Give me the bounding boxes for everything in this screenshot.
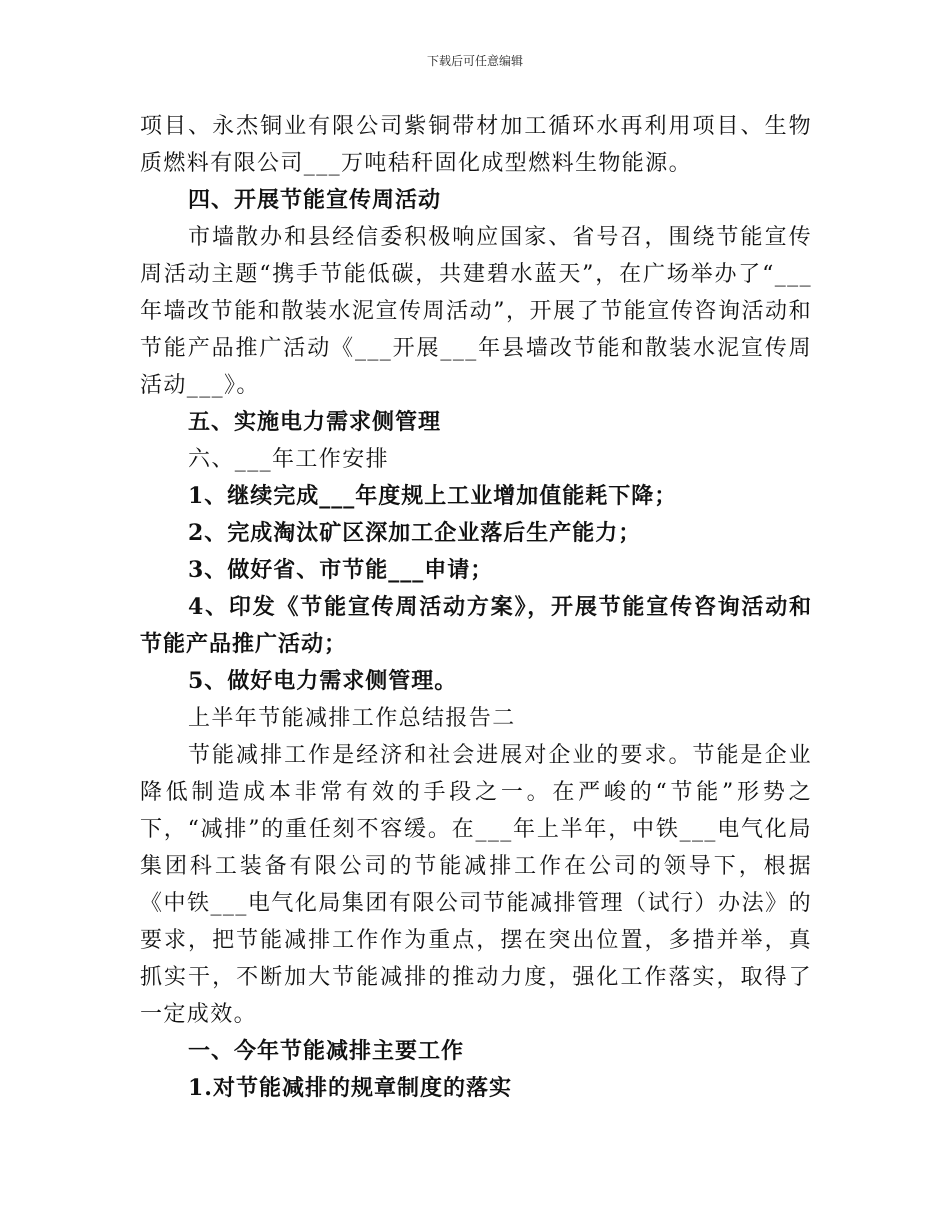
paragraph-report-intro: 节能减排工作是经济和社会进展对企业的要求。节能是企业降低制造成本非常有效的手段之一。在严峻的“节能”形势之下，“减排”的重任刻不容缓。在___年上半年，中铁___电气化局集团科工装备有限公司的节能减排工作在公司的领导下，根据《中铁___电气化局集团有限公司节能减排管理（试行）办法》的要求，把节能减排工作作为重点，摆在突出位置，多措并举，真抓实干，不断加大节能减排的推动力度，强化工作落实，取得了一定成效。	[140, 743, 812, 1027]
document-body	[140, 108, 812, 1107]
list-item-plan-2: 2、完成淘汰矿区深加工企业落后生产能力；	[188, 520, 642, 546]
section-heading-main-work: 一、今年节能减排主要工作	[188, 1038, 465, 1064]
subsection-heading-regulations: 1.对节能减排的规章制度的落实	[188, 1075, 512, 1101]
list-item-plan-5: 5、做好电力需求侧管理。	[188, 668, 458, 694]
paragraph-energy-week: 市墙散办和县经信委积极响应国家、省号召，围绕节能宣传周活动主题“携手节能低碳，共建碧水蓝天”，在广场举办了“___年墙改节能和散装水泥宣传周活动”，开展了节能宣传咨询活动和节能产品推广活动《___开展___年县墙改节能和散装水泥宣传周活动___》。	[140, 225, 812, 398]
section-heading-energy-week: 四、开展节能宣传周活动	[188, 187, 442, 213]
list-item-plan-4: 4、印发《节能宣传周活动方案》，开展节能宣传咨询活动和节能产品推广活动；	[140, 594, 812, 657]
list-item-plan-1: 1、继续完成___年度规上工业增加值能耗下降；	[188, 483, 678, 509]
report-title-two: 上半年节能减排工作总结报告二	[188, 706, 516, 731]
list-item-plan-3: 3、做好省、市节能___申请；	[188, 557, 494, 583]
page-header: 下载后可任意编辑	[426, 54, 523, 68]
paragraph-project-continuation: 项目、永杰铜业有限公司紫铜带材加工循环水再利用项目、生物质燃料有限公司___万吨秸秆固化成型燃料生物能源。	[140, 114, 812, 176]
section-heading-work-plan: 六、___年工作安排	[188, 447, 390, 472]
section-heading-power-demand: 五、实施电力需求侧管理	[188, 409, 442, 435]
